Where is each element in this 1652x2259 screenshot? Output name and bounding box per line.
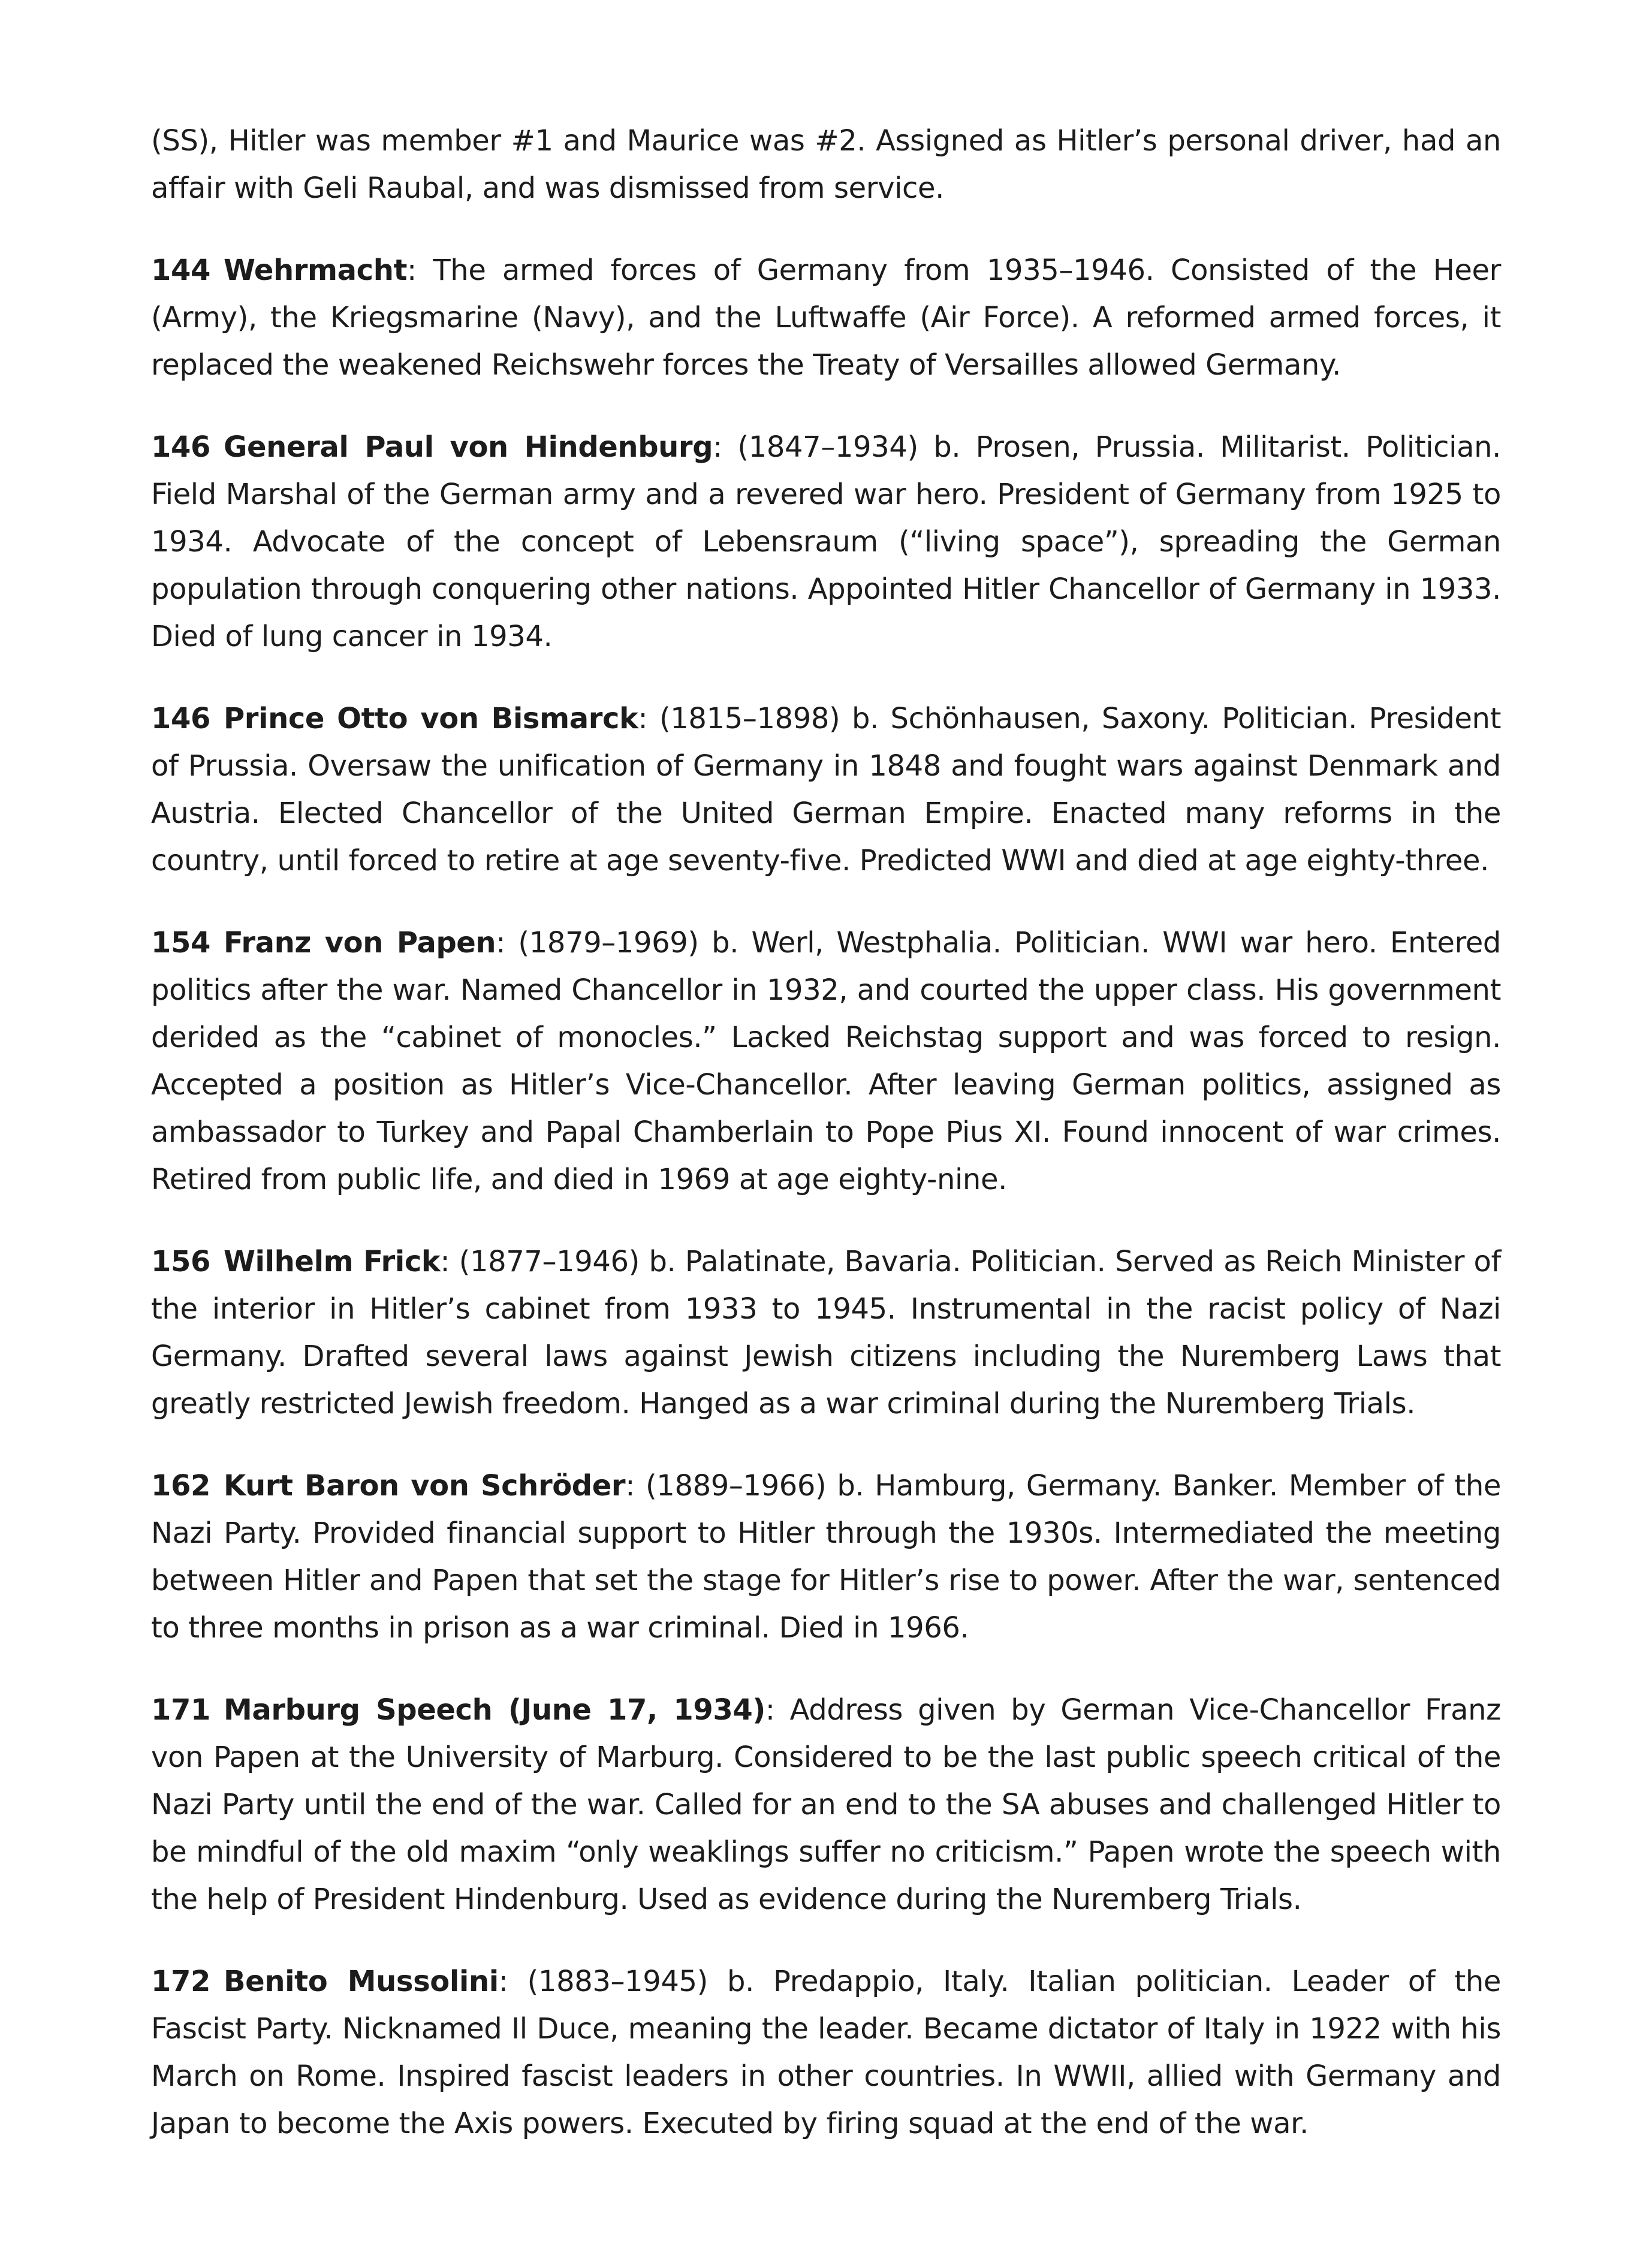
- page-ref: 156: [151, 1245, 210, 1278]
- intro-paragraph: [151, 117, 1501, 212]
- entry-text: : (1815–1898) b. Schönhausen, Saxony. Politician. President of Prussia. Oversaw the unification of Germany in 1848 and fought wars against Denmark and Austria. Elected Chancellor of the United German Empire. Enacted many reforms in the country, until forced to retire at age seventy-five. Predicted WWI and died at age eighty-three.: [151, 702, 1501, 877]
- entry-text: : (1877–1946) b. Palatinate, Bavaria. Politician. Served as Reich Minister of the interior in Hitler’s cabinet from 1933 to 1945. Instrumental in the racist policy of Nazi Germany. Drafted several laws against Jewish citizens including the Nuremberg Laws that greatly restricted Jewish freedom. Hanged as a war criminal during the Nuremberg Trials.: [151, 1245, 1501, 1420]
- entry-term: General Paul von Hindenburg: [224, 430, 713, 464]
- glossary-entry-hindenburg: [151, 424, 1501, 660]
- page-ref: 154: [151, 926, 210, 960]
- entry-text: : (1889–1966) b. Hamburg, Germany. Banker. Member of the Nazi Party. Provided financial support to Hitler through the 1930s. Intermediated the meeting between Hitler and Papen that set the stage for Hitler’s rise to power. After the war, sentenced to three months in prison as a war criminal. Died in 1966.: [151, 1469, 1501, 1645]
- glossary-entry-mussolini: [151, 1958, 1501, 2148]
- entry-term: Marburg Speech (June 17, 1934): [224, 1693, 765, 1727]
- page-ref: 146: [151, 430, 210, 464]
- glossary-page: [151, 117, 1501, 2182]
- glossary-entry-frick: [151, 1238, 1501, 1428]
- entry-term: Wehrmacht: [224, 254, 408, 287]
- page-ref: 146: [151, 702, 210, 735]
- entry-term: Benito Mussolini: [224, 1965, 499, 1998]
- entry-term: Kurt Baron von Schröder: [224, 1469, 626, 1503]
- entry-text: : (1847–1934) b. Prosen, Prussia. Militarist. Politician. Field Marshal of the German army and a revered war hero. President of Germany from 1925 to 1934. Advocate of the concept of Lebensraum (“living space”), spreading the German population through conquering other nations. Appointed Hitler Chancellor of Germany in 1933. Died of lung cancer in 1934.: [151, 430, 1501, 653]
- glossary-entry-papen: [151, 919, 1501, 1204]
- glossary-entry-marburg-speech: [151, 1687, 1501, 1923]
- glossary-entry-wehrmacht: [151, 247, 1501, 389]
- intro-text: (SS), Hitler was member #1 and Maurice was #2. Assigned as Hitler’s personal driver, had an affair with Geli Raubal, and was dismissed from service.: [151, 124, 1501, 205]
- entry-text: : (1879–1969) b. Werl, Westphalia. Politician. WWI war hero. Entered politics after the war. Named Chancellor in 1932, and courted the upper class. His government derided as the “cabinet of monocles.” Lacked Reichstag support and was forced to resign. Accepted a position as Hitler’s Vice-Chancellor. After leaving German politics, assigned as ambassador to Turkey and Papal Chamberlain to Pope Pius XI. Found innocent of war crimes. Retired from public life, and died in 1969 at age eighty-nine.: [151, 926, 1501, 1196]
- page-ref: 172: [151, 1965, 210, 1998]
- page-ref: 144: [151, 254, 210, 287]
- entry-term: Franz von Papen: [224, 926, 496, 960]
- entry-text: : Address given by German Vice-Chancellor Franz von Papen at the University of Marburg. Considered to be the last public speech critical of the Nazi Party until the end of the war. Called for an end to the SA abuses and challenged Hitler to be mindful of the old maxim “only weaklings suffer no criticism.” Papen wrote the speech with the help of President Hindenburg. Used as evidence during the Nuremberg Trials.: [151, 1693, 1501, 1916]
- glossary-entry-schroder: [151, 1462, 1501, 1652]
- page-ref: 171: [151, 1693, 210, 1727]
- entry-term: Prince Otto von Bismarck: [224, 702, 638, 735]
- entry-text: : The armed forces of Germany from 1935–1946. Consisted of the Heer (Army), the Kriegsmarine (Navy), and the Luftwaffe (Air Force). A reformed armed forces, it replaced the weakened Reichswehr forces the Treaty of Versailles allowed Germany.: [151, 254, 1501, 382]
- entry-term: Wilhelm Frick: [224, 1245, 441, 1278]
- page-ref: 162: [151, 1469, 210, 1503]
- entry-text: : (1883–1945) b. Predappio, Italy. Italian politician. Leader of the Fascist Party. Nicknamed Il Duce, meaning the leader. Became dictator of Italy in 1922 with his March on Rome. Inspired fascist leaders in other countries. In WWII, allied with Germany and Japan to become the Axis powers. Executed by firing squad at the end of the war.: [151, 1965, 1501, 2140]
- glossary-entry-bismarck: [151, 695, 1501, 885]
